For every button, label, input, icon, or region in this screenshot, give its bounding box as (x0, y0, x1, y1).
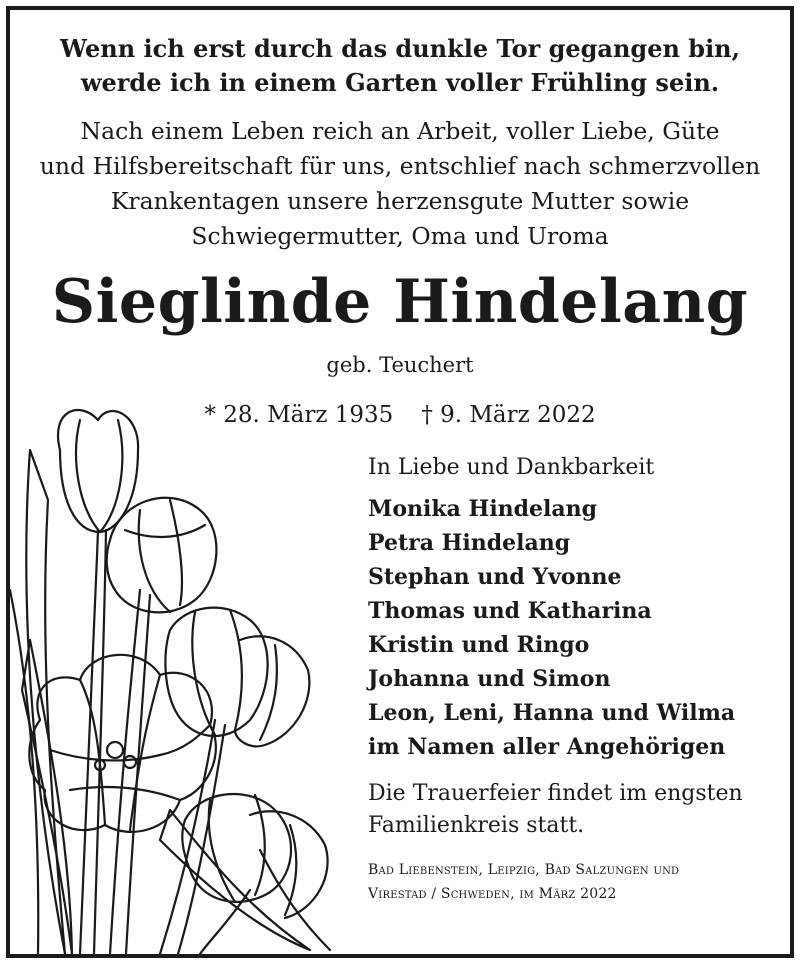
verse (10, 32, 790, 100)
funeral-notice-line: Familienkreis statt. (368, 813, 585, 838)
place-and-date (368, 858, 768, 906)
birth-date: * 28. März 1935 (204, 402, 394, 428)
intro-line: und Hilfsbereitschaft für uns, entschlief nach schmerzvollen (39, 152, 761, 180)
thanks-line: In Liebe und Dankbarkeit (368, 455, 655, 480)
mourner-name: Kristin und Ringo (368, 632, 590, 658)
verse-line: werde ich in einem Garten voller Frühling sein. (80, 68, 720, 97)
place-line: Virestad / Schweden, im März 2022 (368, 886, 617, 902)
intro-line: Krankentagen unsere herzensgute Mutter sowie (110, 187, 690, 215)
obituary-frame (6, 6, 794, 958)
death-date: † 9. März 2022 (421, 402, 596, 428)
verse-line: Wenn ich erst durch das dunkle Tor gegangen bin, (60, 34, 740, 63)
mourner-name: Thomas und Katharina (368, 598, 652, 624)
funeral-notice (368, 778, 768, 842)
place-line: Bad Liebenstein, Leipzig, Bad Salzungen und (368, 862, 680, 878)
mourner-name: Johanna und Simon (368, 666, 611, 692)
intro-line: Schwiegermutter, Oma und Uroma (191, 222, 609, 250)
deceased-name: Sieglinde Hindelang (51, 267, 749, 337)
mourner-name: im Namen aller Angehörigen (368, 734, 726, 760)
tulip-bouquet-illustration (10, 390, 340, 954)
intro-line: Nach einem Leben reich an Arbeit, voller Liebe, Güte (80, 117, 720, 145)
mourner-name: Stephan und Yvonne (368, 564, 622, 590)
funeral-notice-line: Die Trauerfeier findet im engsten (368, 781, 743, 806)
mourners-section (368, 450, 768, 906)
maiden-name: geb. Teuchert (326, 353, 474, 377)
mourner-name: Petra Hindelang (368, 530, 571, 556)
mourners-list (368, 492, 768, 764)
intro-text (10, 114, 790, 254)
mourner-name: Monika Hindelang (368, 496, 598, 522)
mourner-name: Leon, Leni, Hanna und Wilma (368, 700, 736, 726)
